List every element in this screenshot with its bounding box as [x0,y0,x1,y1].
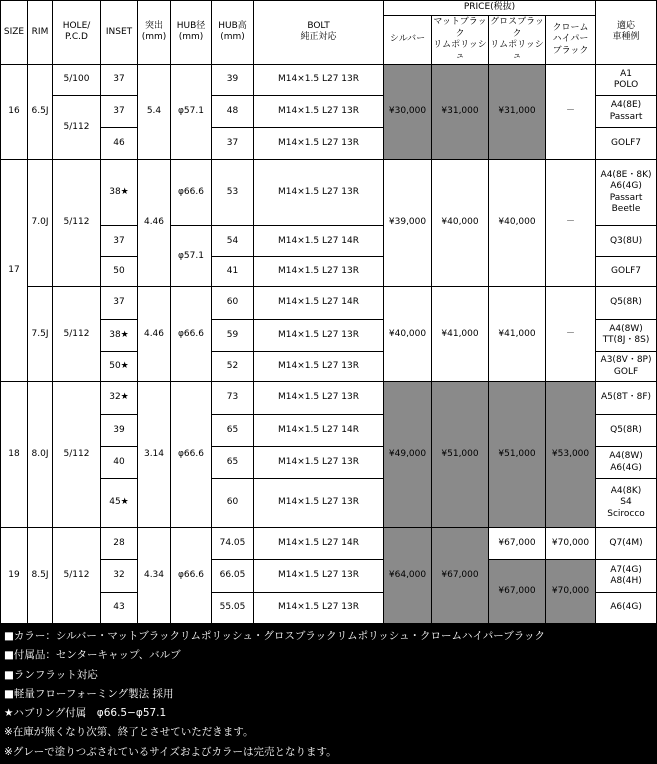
note-accessories: ■付属品：センターキャップ、バルブ [4,649,181,662]
pcd-cell: 5/100 [53,64,101,95]
price-chrome: ¥70,000 [546,527,596,559]
inset-cell: 37 [101,64,138,95]
size-cell: 17 [1,159,28,381]
hub-height-cell: 39 [212,64,254,95]
bolt-cell: M14×1.5 L27 13R [254,592,384,623]
inset-cell: 37 [101,96,138,128]
price-chrome: ¥70,000 [546,560,596,624]
table-row [1,159,657,226]
inset-cell: 28 [101,527,138,559]
bolt-cell: M14×1.5 L27 13R [254,159,384,226]
applicable-cell: Q7(4M) [596,527,657,559]
pcd-cell: 5/112 [53,382,101,528]
pcd-cell: 5/112 [53,287,101,382]
applicable-cell: A4(8E・8K) A6(4G) Passart Beetle [596,159,657,226]
applicable-cell: A6(4G) [596,592,657,623]
hub-height-cell: 48 [212,96,254,128]
inset-cell: 46 [101,128,138,159]
hub-height-cell: 73 [212,382,254,414]
price-matte: ¥41,000 [432,287,489,382]
bolt-cell: M14×1.5 L27 13R [254,446,384,478]
inset-cell: 37 [101,226,138,256]
offset-cell: 4.34 [138,527,171,623]
header-hub-height: HUB高 (mm) [212,1,254,65]
bolt-cell: M14×1.5 L27 13R [254,128,384,159]
applicable-cell: Q3(8U) [596,226,657,256]
inset-cell: 40 [101,446,138,478]
price-chrome: － [546,159,596,286]
inset-cell: 43 [101,592,138,623]
price-silver: ¥40,000 [384,287,432,382]
hub-height-cell: 66.05 [212,560,254,592]
note-hubring: ★ハブリング付属 φ66.5−φ57.1 [4,707,167,720]
applicable-cell: GOLF7 [596,256,657,286]
applicable-cell: A1 POLO [596,64,657,95]
rim-cell: 6.5J [28,64,53,159]
inset-cell: 32★ [101,382,138,414]
hub-height-cell: 60 [212,479,254,528]
table-row [1,382,657,414]
applicable-cell: GOLF7 [596,128,657,159]
bolt-cell: M14×1.5 L27 14R [254,414,384,446]
hub-diameter-cell: φ66.6 [171,159,212,226]
applicable-cell: A4(8W) A6(4G) [596,446,657,478]
applicable-cell: A4(8E) Passart [596,96,657,128]
note-stock: ※在庫が無くなり次第、終了とさせていただきます。 [4,726,254,739]
price-gloss: ¥31,000 [489,64,546,159]
rim-cell: 8.5J [28,527,53,623]
price-silver: ¥64,000 [384,527,432,623]
inset-cell: 38★ [101,319,138,351]
price-silver: ¥30,000 [384,64,432,159]
price-gloss: ¥51,000 [489,382,546,528]
header-offset: 突出 (mm) [138,1,171,65]
applicable-cell: A7(4G) A8(4H) [596,560,657,592]
bolt-cell: M14×1.5 L27 13R [254,96,384,128]
header-size: SIZE [1,1,28,65]
hub-height-cell: 60 [212,287,254,319]
inset-cell: 50★ [101,351,138,381]
bolt-cell: M14×1.5 L27 13R [254,479,384,528]
hub-height-cell: 59 [212,319,254,351]
size-cell: 18 [1,382,28,528]
table-row [1,527,657,559]
bolt-cell: M14×1.5 L27 14R [254,226,384,256]
header-bolt: BOLT 純正対応 [254,1,384,65]
applicable-cell: A5(8T・8F) [596,382,657,414]
bolt-cell: M14×1.5 L27 13R [254,319,384,351]
note-soldout: ※グレーで塗りつぶされているサイズおよびカラーは完売となります。 [4,745,337,758]
bolt-cell: M14×1.5 L27 13R [254,64,384,95]
applicable-cell: A4(8W) TT(8J・8S) [596,319,657,351]
offset-cell: 5.4 [138,64,171,159]
price-matte: ¥67,000 [432,527,489,623]
applicable-cell: A3(8V・8P) GOLF [596,351,657,381]
hub-diameter-cell: φ66.6 [171,527,212,623]
applicable-cell: Q5(8R) [596,287,657,319]
inset-cell: 38★ [101,159,138,226]
hub-height-cell: 55.05 [212,592,254,623]
inset-cell: 37 [101,287,138,319]
inset-cell: 45★ [101,479,138,528]
size-cell: 16 [1,64,28,159]
bolt-cell: M14×1.5 L27 13R [254,351,384,381]
header-matte-black: マットブラック リムポリッシュ [432,16,489,65]
applicable-cell: A4(8K) S4 Scirocco [596,479,657,528]
bolt-cell: M14×1.5 L27 14R [254,527,384,559]
hub-diameter-cell: φ57.1 [171,226,212,287]
bolt-cell: M14×1.5 L27 13R [254,382,384,414]
offset-cell: 4.46 [138,159,171,286]
header-applicable: 適応 車種例 [596,1,657,65]
price-silver: ¥39,000 [384,159,432,286]
hub-height-cell: 54 [212,226,254,256]
price-matte: ¥31,000 [432,64,489,159]
header-hole-pcd: HOLE/ P.C.D [53,1,101,65]
hub-height-cell: 52 [212,351,254,381]
rim-cell: 7.5J [28,287,53,382]
inset-cell: 32 [101,560,138,592]
bolt-cell: M14×1.5 L27 14R [254,287,384,319]
header-hub-diameter: HUB径 (mm) [171,1,212,65]
pcd-cell: 5/112 [53,527,101,623]
inset-cell: 50 [101,256,138,286]
header-inset: INSET [101,1,138,65]
note-runflat: ■ランフラット対応 [4,668,98,681]
price-gloss: ¥67,000 [489,560,546,624]
hub-diameter-cell: φ57.1 [171,64,212,159]
rim-cell: 7.0J [28,159,53,286]
offset-cell: 4.46 [138,287,171,382]
hub-height-cell: 74.05 [212,527,254,559]
price-matte: ¥40,000 [432,159,489,286]
hub-height-cell: 41 [212,256,254,286]
price-chrome: － [546,64,596,159]
hub-diameter-cell: φ66.6 [171,287,212,382]
header-chrome-hyper-black: クローム ハイパー ブラック [546,16,596,65]
note-colors: ■カラー：シルバー・マットブラックリムポリッシュ・グロスブラックリムポリッシュ・クロームハイパーブラック [4,630,546,642]
header-gloss-black: グロスブラック リムポリッシュ [489,16,546,65]
bolt-cell: M14×1.5 L27 13R [254,560,384,592]
price-chrome: ¥53,000 [546,382,596,528]
table-row [1,287,657,319]
rim-cell: 8.0J [28,382,53,528]
price-gloss: ¥40,000 [489,159,546,286]
header-rim: RIM [28,1,53,65]
inset-cell: 39 [101,414,138,446]
hub-height-cell: 65 [212,414,254,446]
hub-height-cell: 37 [212,128,254,159]
price-gloss: ¥41,000 [489,287,546,382]
price-silver: ¥49,000 [384,382,432,528]
hub-height-cell: 53 [212,159,254,226]
header-silver: シルバー [384,16,432,65]
price-matte: ¥51,000 [432,382,489,528]
size-cell: 19 [1,527,28,623]
notes [4,627,654,762]
bolt-cell: M14×1.5 L27 13R [254,256,384,286]
header-price: PRICE(税抜) [384,1,596,16]
hub-diameter-cell: φ66.6 [171,382,212,528]
hub-height-cell: 65 [212,446,254,478]
table-row [1,64,657,95]
applicable-cell: Q5(8R) [596,414,657,446]
note-flowforming: ■軽量フローフォーミング製法 採用 [4,687,174,700]
price-chrome: － [546,287,596,382]
pcd-cell: 5/112 [53,159,101,286]
pcd-cell: 5/112 [53,96,101,160]
offset-cell: 3.14 [138,382,171,528]
price-gloss: ¥67,000 [489,527,546,559]
